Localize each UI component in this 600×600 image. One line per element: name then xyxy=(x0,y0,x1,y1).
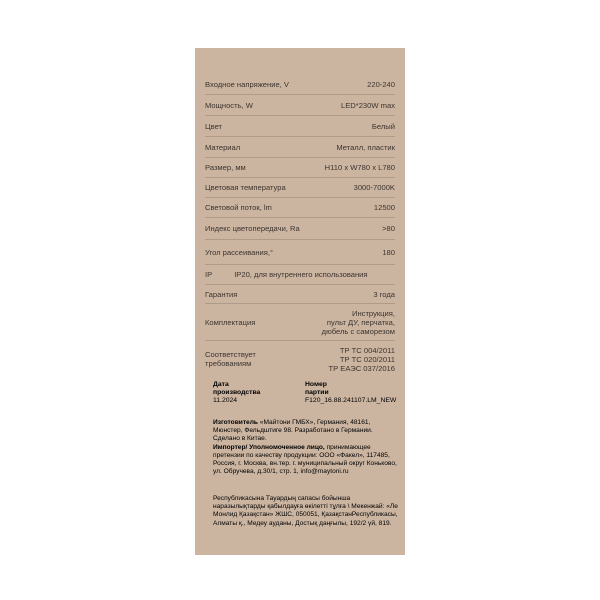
spec-label: IP xyxy=(205,270,213,279)
spec-label: Мощность, W xyxy=(205,100,253,110)
spec-row-kit xyxy=(205,304,395,341)
spec-label: Материал xyxy=(205,142,241,152)
spec-label: Световой поток, lm xyxy=(205,203,272,212)
spec-table xyxy=(205,74,395,377)
spec-value: LED*230W max xyxy=(340,100,395,110)
spec-row-voltage xyxy=(205,74,395,95)
spec-row-ip xyxy=(205,265,395,285)
kazakhstan-representative-info: Республикасына Тауардың сапасы бойынша наразылықтарды қабылдауға өкілетті тұлға \ Мекенжай: «Ле Монлид Қазақстан» ЖШС, 050051, ҚазақстанРеспубликасы, Алматы қ., Медеу ауданы, Достық даңғылы, 192/2 үй, 819. xyxy=(213,495,398,527)
spec-value: 3 года xyxy=(373,289,395,299)
production-date: Дата производства 11.2024 xyxy=(213,381,261,404)
spec-value: Металл, пластик xyxy=(336,142,395,152)
spec-label: Гарантия xyxy=(205,289,238,299)
spec-value: 3000-7000K xyxy=(353,183,395,192)
spec-value-lines: ТР ТС 004/2011 ТР ТС 020/2011 ТР ЕАЭС 037/2016 xyxy=(328,345,395,373)
spec-value: H110 x W780 x L780 xyxy=(324,163,395,172)
spec-row-compliance xyxy=(205,341,395,377)
manufacturer-info: Изготовитель «Майтони ГМБХ», Германия, 48161, Мюнстер, Фельдштиге 98. Разработано в Германии. Сделано в Китае. Импортер/ Уполномоченное лицо, принимающее претензии по качеству продукции: ООО «Факел», 117485, Россия, г. Москва, вн.тер. г. муниципальный округ Коньково, ул. Обручева, д.30/1, стр. 1, info@maytoni.ru xyxy=(213,419,397,476)
spec-label: Цветовая температура xyxy=(205,183,286,192)
spec-value-lines: Инструкция, пульт ДУ, перчатка, дюбель с саморезом xyxy=(321,308,395,336)
spec-label-lines: Соответствует требованиям xyxy=(205,350,256,368)
spec-value: IP20, для внутреннего использования xyxy=(234,270,368,279)
spec-value: >80 xyxy=(382,224,395,233)
spec-row-size xyxy=(205,158,395,178)
spec-label: Комплектация xyxy=(205,317,256,327)
spec-row-color-temperature xyxy=(205,178,395,198)
spec-value: 12500 xyxy=(373,203,395,212)
spec-label: Входное напряжение, V xyxy=(205,79,289,89)
spec-row-color xyxy=(205,116,395,137)
spec-value: Белый xyxy=(371,121,395,131)
spec-label: Размер, мм xyxy=(205,163,246,172)
spec-label: Угол рассеивания,° xyxy=(205,247,274,257)
spec-row-warranty xyxy=(205,285,395,304)
spec-row-luminous-flux xyxy=(205,198,395,218)
spec-row-material xyxy=(205,137,395,158)
batch-number: Номер партии F120_16.88.241107.LM_NEW xyxy=(305,381,397,404)
production-date-value: 11.2024 xyxy=(213,397,238,404)
spec-row-cri xyxy=(205,218,395,240)
spec-value: 220-240 xyxy=(367,79,395,89)
product-spec-card xyxy=(195,48,405,555)
spec-row-beam-angle xyxy=(205,240,395,265)
spec-label: Индекс цветопередачи, Ra xyxy=(205,224,300,233)
batch-number-value: F120_16.88.241107.LM_NEW xyxy=(305,397,397,404)
spec-value: 180 xyxy=(382,247,395,257)
spec-label: Цвет xyxy=(205,121,223,131)
spec-row-power xyxy=(205,95,395,116)
